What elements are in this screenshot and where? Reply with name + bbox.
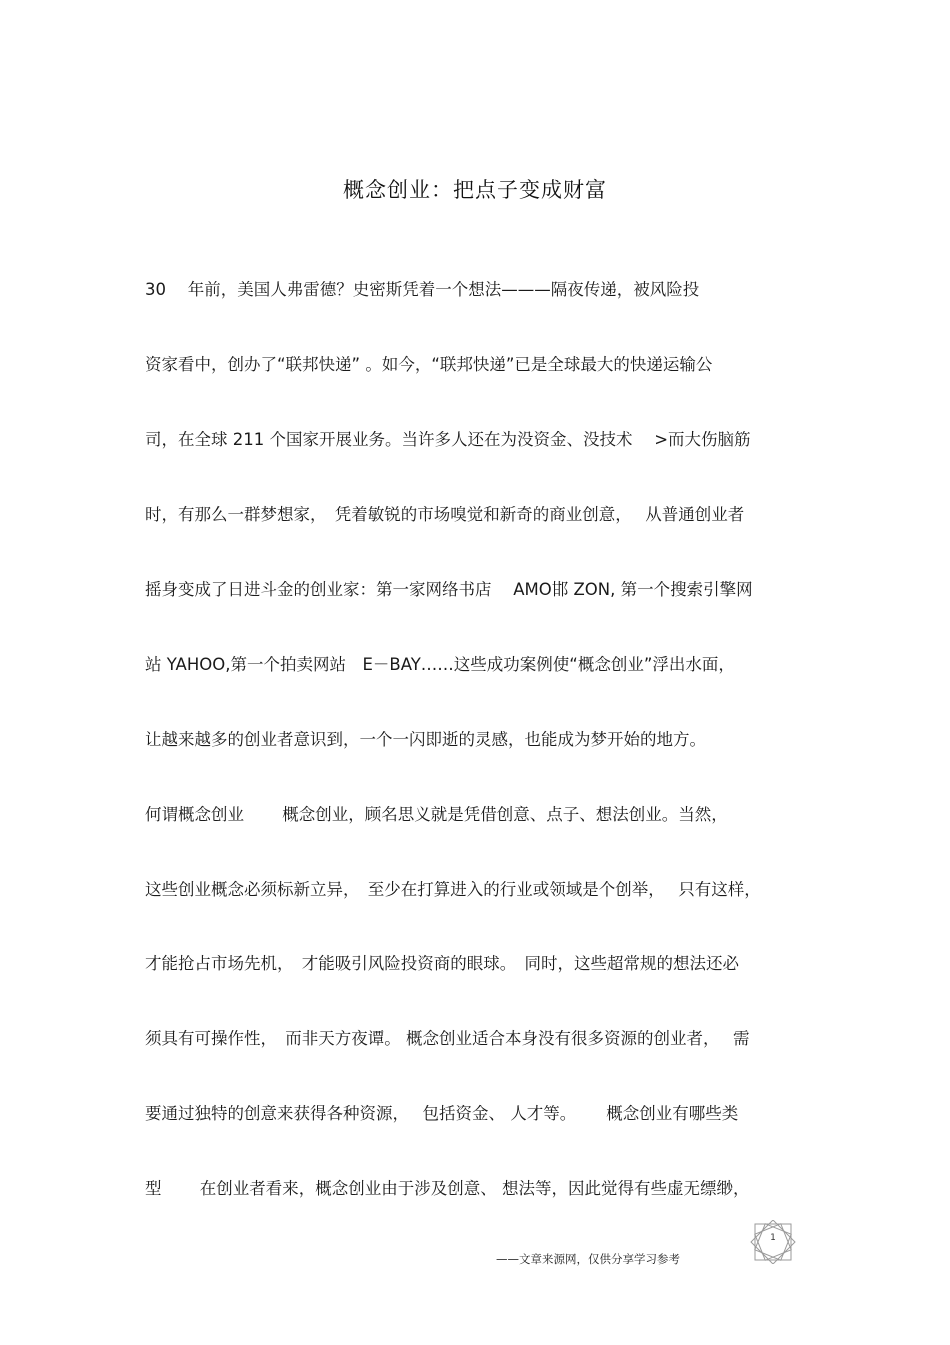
body-line: 时，有那么一群梦想家， 凭着敏锐的市场嗅觉和新奇的商业创意， 从普通创业者 <box>145 505 745 524</box>
body-line: 型 在创业者看来，概念创业由于涉及创意、 想法等，因此觉得有些虚无缥缈， <box>145 1179 750 1198</box>
body-line: 须具有可操作性， 而非天方夜谭。 概念创业适合本身没有很多资源的创业者， 需 <box>145 1029 750 1048</box>
body-line: 站 YAHOO,第一个拍卖网站 E－BAY……这些成功案例使“概念创业”浮出水面， <box>145 655 735 674</box>
body-line: 摇身变成了日进斗金的创业家：第一家网络书店 AMO邯 ZON, 第一个搜索引擎网 <box>145 580 753 599</box>
page-number-badge <box>748 1220 798 1264</box>
body-line: 这些创业概念必须标新立异， 至少在打算进入的行业或领域是个创举， 只有这样， <box>145 880 761 899</box>
body-line: 才能抢占市场先机， 才能吸引风险投资商的眼球。 同时，这些超常规的想法还必 <box>145 954 739 973</box>
body-line: 30 年前，美国人弗雷德？史密斯凭着一个想法———隔夜传递，被风险投 <box>145 280 700 299</box>
page-number: 1 <box>770 1233 776 1243</box>
body-line: 何谓概念创业 概念创业，顾名思义就是凭借创意、点子、想法创业。当然， <box>145 805 728 824</box>
body-line: 资家看中，创办了“联邦快递” 。如今，“联邦快递”已是全球最大的快递运输公 <box>145 355 713 374</box>
footer-source-note: ——文章来源网，仅供分享学习参考 <box>496 1252 680 1266</box>
body-line: 要通过独特的创意来获得各种资源， 包括资金、 人才等。 概念创业有哪些类 <box>145 1104 739 1123</box>
body-line: 让越来越多的创业者意识到，一个一闪即逝的灵感，也能成为梦开始的地方。 <box>145 730 706 749</box>
document-title: 概念创业：把点子变成财富 <box>343 178 607 202</box>
body-line: 司，在全球 211 个国家开展业务。当许多人还在为没资金、没技术 >而大伤脑筋 <box>145 430 751 449</box>
